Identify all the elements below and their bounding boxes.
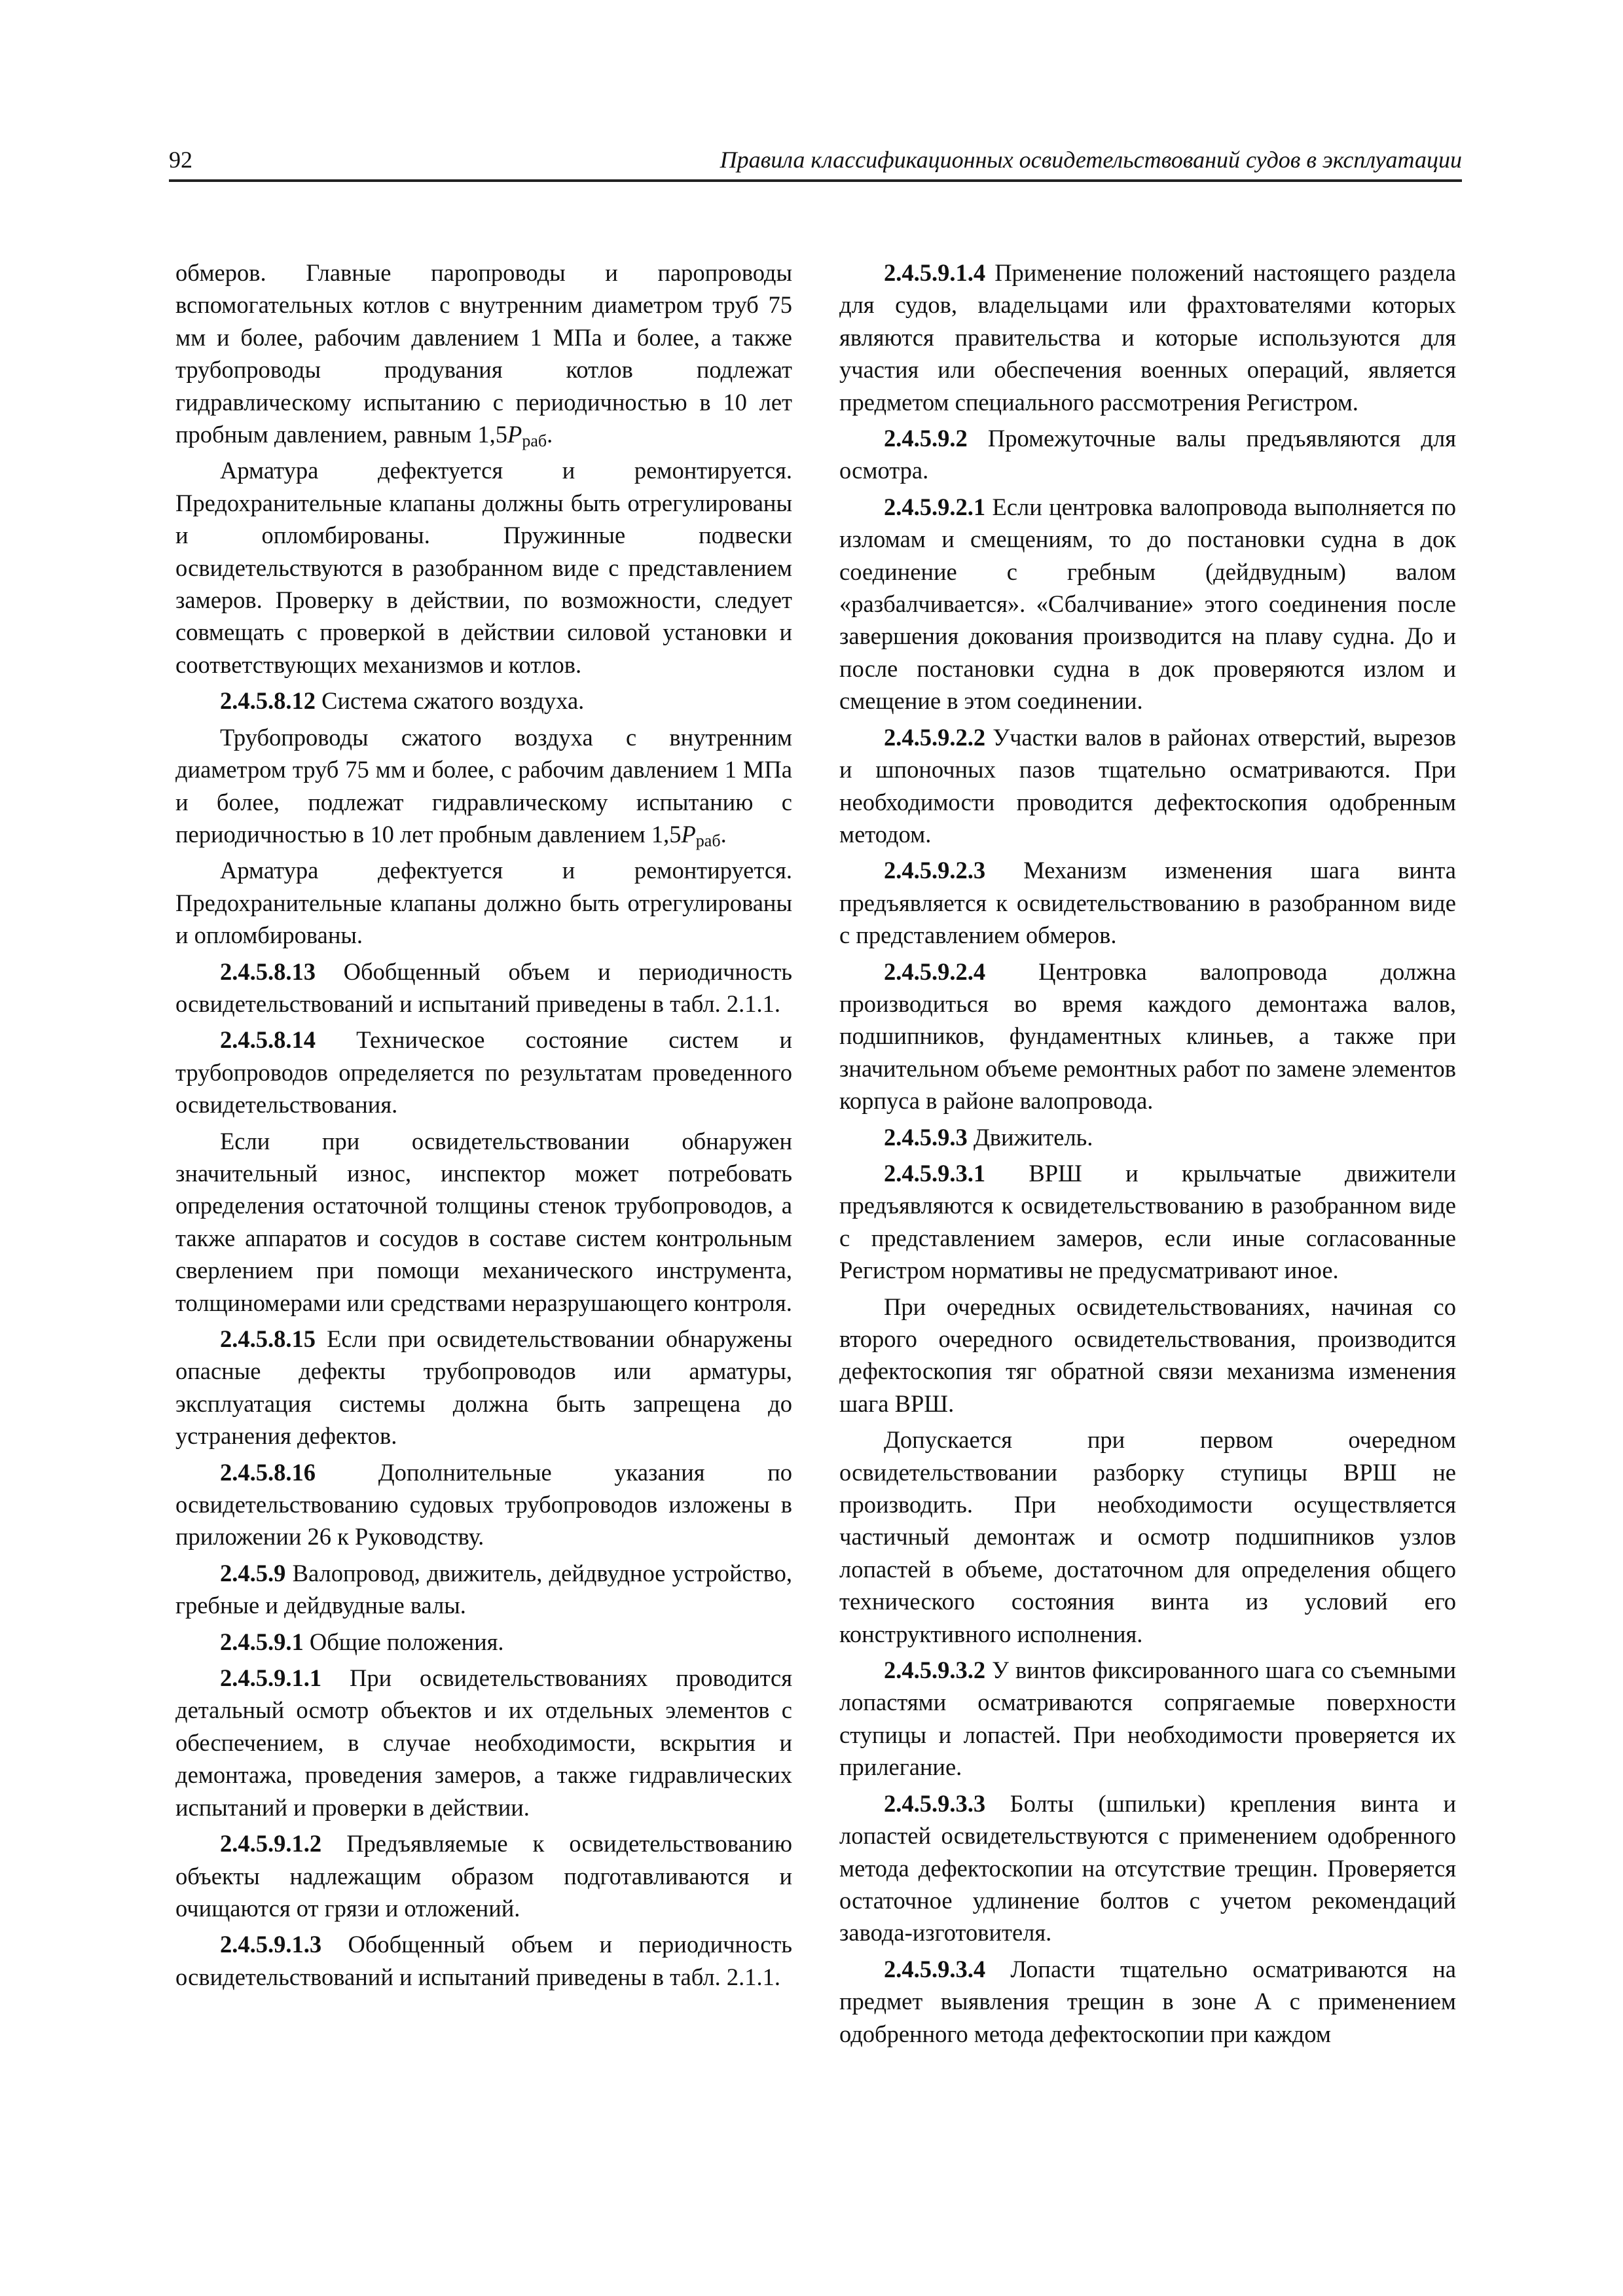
section-number: 2.4.5.9.3.4 bbox=[884, 1955, 986, 1982]
paragraph: обмеров. Главные паропроводы и паропроводы вспомогательных котлов с внутренним диаметром труб 75 мм и более, рабочим давлением 1 МПа и более, а также трубопроводы продувания котлов подлежат гидравлическому испытанию с периодичностью в 10 лет пробным давлением, равным $1,5P_{раб}$. bbox=[175, 259, 792, 451]
paragraph: 2.4.5.9.3.1 ВРШ и крыльчатые движители предъявляются к освидетельствованию в разобранном виде с представлением замеров, если иные согласованные Регистром нормативы не предусматривают иное. bbox=[839, 1159, 1456, 1284]
paragraph: 2.4.5.8.12 Система сжатого воздуха. bbox=[220, 687, 585, 715]
section-number: 2.4.5.9 bbox=[220, 1559, 286, 1587]
section-number: 2.4.5.9.3.1 bbox=[884, 1159, 986, 1187]
section-number: 2.4.5.9.2.1 bbox=[884, 493, 986, 520]
paragraph: 2.4.5.9.2 Промежуточные валы предъявляются для осмотра. bbox=[839, 425, 1456, 484]
paragraph: 2.4.5.8.14 Техническое состояние систем и трубопроводов определяется по результатам проведенного освидетельствования. bbox=[175, 1026, 792, 1119]
paragraph: 2.4.5.9.2.3 Механизм изменения шага винта предъявляется к освидетельствованию в разобранном виде с представлением обмеров. bbox=[839, 857, 1456, 949]
section-number: 2.4.5.8.14 bbox=[220, 1026, 316, 1054]
section-number: 2.4.5.9.2.3 bbox=[884, 857, 986, 884]
paragraph: 2.4.5.9.3 Движитель. bbox=[884, 1123, 1093, 1151]
section-number: 2.4.5.8.16 bbox=[220, 1458, 316, 1486]
paragraph: 2.4.5.9.2.1 Если центровка валопровода выполняется по изломам и смещениям, то до постановки судна в док соединение с гребным (дейдвудным) валом «разбалчивается». «Сбалчивание» этого соединения после завершения докования производится на плаву судна. До и после постановки судна в док проверяются излом и смещение в этом соединении. bbox=[839, 493, 1456, 715]
left-column bbox=[175, 257, 792, 1997]
section-number: 2.4.5.9.1.1 bbox=[220, 1664, 322, 1692]
paragraph: 2.4.5.9.1.3 Обобщенный объем и периодичность освидетельствований и испытаний приведены в табл. 2.1.1. bbox=[175, 1931, 792, 1990]
paragraph: 2.4.5.9.1.2 Предъявляемые к освидетельствованию объекты надлежащим образом подготавливаются и очищаются от грязи и отложений. bbox=[175, 1830, 792, 1922]
paragraph: 2.4.5.9.1.4 Применение положений настоящего раздела для судов, владельцами или фрахтователями которых являются правительства и которые используются для участия или обеспечения военных операций, является предметом специального рассмотрения Регистром. bbox=[839, 259, 1456, 416]
paragraph: При очередных освидетельствованиях, начиная со второго очередного освидетельствования, производится дефектоскопия тяг обратной связи механизма изменения шага ВРШ. bbox=[839, 1293, 1456, 1417]
paragraph: 2.4.5.9.3.2 У винтов фиксированного шага со съемными лопастями осматриваются сопрягаемые поверхности ступицы и лопастей. При необходимости проверяется их прилегание. bbox=[839, 1657, 1456, 1781]
paragraph: 2.4.5.8.13 Обобщенный объем и периодичность освидетельствований и испытаний приведены в табл. 2.1.1. bbox=[175, 958, 792, 1017]
section-number: 2.4.5.8.15 bbox=[220, 1325, 316, 1352]
paragraph: 2.4.5.8.15 Если при освидетельствовании обнаружены опасные дефекты трубопроводов или арматуры, эксплуатация системы должна быть запрещена до устранения дефектов. bbox=[175, 1325, 792, 1450]
right-column bbox=[839, 257, 1456, 2054]
paragraph: 2.4.5.9.1.1 При освидетельствованиях проводится детальный осмотр объектов и их отдельных элементов с обеспечением, в случае необходимости, вскрытия и демонтажа, проведения замеров, а также гидравлических испытаний и проверки в действии. bbox=[175, 1664, 792, 1821]
section-number: 2.4.5.9.3.2 bbox=[884, 1657, 986, 1684]
page-header bbox=[169, 145, 1462, 182]
paragraph: 2.4.5.9.3.3 Болты (шпильки) крепления винта и лопастей освидетельствуются с применением одобренного метода дефектоскопии на отсутствие трещин. Проверяется остаточное удлинение болтов с учетом рекомендаций завода-изготовителя. bbox=[839, 1789, 1456, 1946]
paragraph: Допускается при первом очередном освидетельствовании разборку ступицы ВРШ не производить. При необходимости осуществляется частичный демонтаж и осмотр подшипников узлов лопастей в объеме, достаточном для определения общего технического состояния винта из условий его конструктивного исполнения. bbox=[839, 1426, 1456, 1647]
paragraph: 2.4.5.9 Валопровод, движитель, дейдвудное устройство, гребные и дейдвудные валы. bbox=[175, 1559, 792, 1619]
section-number: 2.4.5.9.1.4 bbox=[884, 259, 986, 286]
page-number: 92 bbox=[169, 147, 192, 173]
section-number: 2.4.5.8.12 bbox=[220, 687, 316, 715]
paragraph: 2.4.5.9.2.4 Центровка валопровода должна производиться во время каждого демонтажа валов, подшипников, фундаментных клиньев, а также при значительном объеме ремонтных работ по замене элементов корпуса в районе валопровода. bbox=[839, 958, 1456, 1115]
paragraph: Арматура дефектуется и ремонтируется. Предохранительные клапаны должны быть отрегулированы и опломбированы. Пружинные подвески освидетельствуются в разобранном виде с представлением замеров. Проверку в действии, по возможности, следует совмещать с проверкой в действии силовой установки и соответствующих механизмов и котлов. bbox=[175, 457, 792, 678]
section-number: 2.4.5.9.1.3 bbox=[220, 1931, 322, 1958]
paragraph: Трубопроводы сжатого воздуха с внутренним диаметром труб 75 мм и более, с рабочим давлением 1 МПа и более, подлежат гидравлическому испытанию с периодичностью в 10 лет пробным давлением $1,5P_{раб}$. bbox=[175, 723, 792, 850]
paragraph: Если при освидетельствовании обнаружен значительный износ, инспектор может потребовать определения остаточной толщины стенок трубопроводов, а также аппаратов и сосудов в составе систем контрольным сверлением при помощи механического инструмента, толщиномерами или средствами неразрушающего контроля. bbox=[175, 1127, 792, 1316]
section-number: 2.4.5.8.13 bbox=[220, 958, 316, 985]
running-title: Правила классификационных освидетельствований судов в эксплуатации bbox=[720, 147, 1462, 173]
section-number: 2.4.5.9.2.2 bbox=[884, 723, 986, 751]
section-number: 2.4.5.9.3 bbox=[884, 1123, 968, 1151]
section-number: 2.4.5.9.2.4 bbox=[884, 958, 986, 985]
section-number: 2.4.5.9.3.3 bbox=[884, 1789, 986, 1817]
paragraph: 2.4.5.8.16 Дополнительные указания по освидетельствованию судовых трубопроводов изложены в приложении 26 к Руководству. bbox=[175, 1458, 792, 1551]
paragraph: 2.4.5.9.3.4 Лопасти тщательно осматриваются на предмет выявления трещин в зоне А с применением одобренного метода дефектоскопии при каждом bbox=[839, 1955, 1456, 2047]
paragraph: Арматура дефектуется и ремонтируется. Предохранительные клапаны должно быть отрегулированы и опломбированы. bbox=[175, 857, 792, 949]
section-number: 2.4.5.9.1 bbox=[220, 1628, 304, 1655]
section-number: 2.4.5.9.2 bbox=[884, 425, 968, 452]
paragraph: 2.4.5.9.2.2 Участки валов в районах отверстий, вырезов и шпоночных пазов тщательно осматриваются. При необходимости проводится дефектоскопия одобренным методом. bbox=[839, 723, 1456, 848]
paragraph: 2.4.5.9.1 Общие положения. bbox=[220, 1628, 504, 1655]
section-number: 2.4.5.9.1.2 bbox=[220, 1830, 322, 1857]
